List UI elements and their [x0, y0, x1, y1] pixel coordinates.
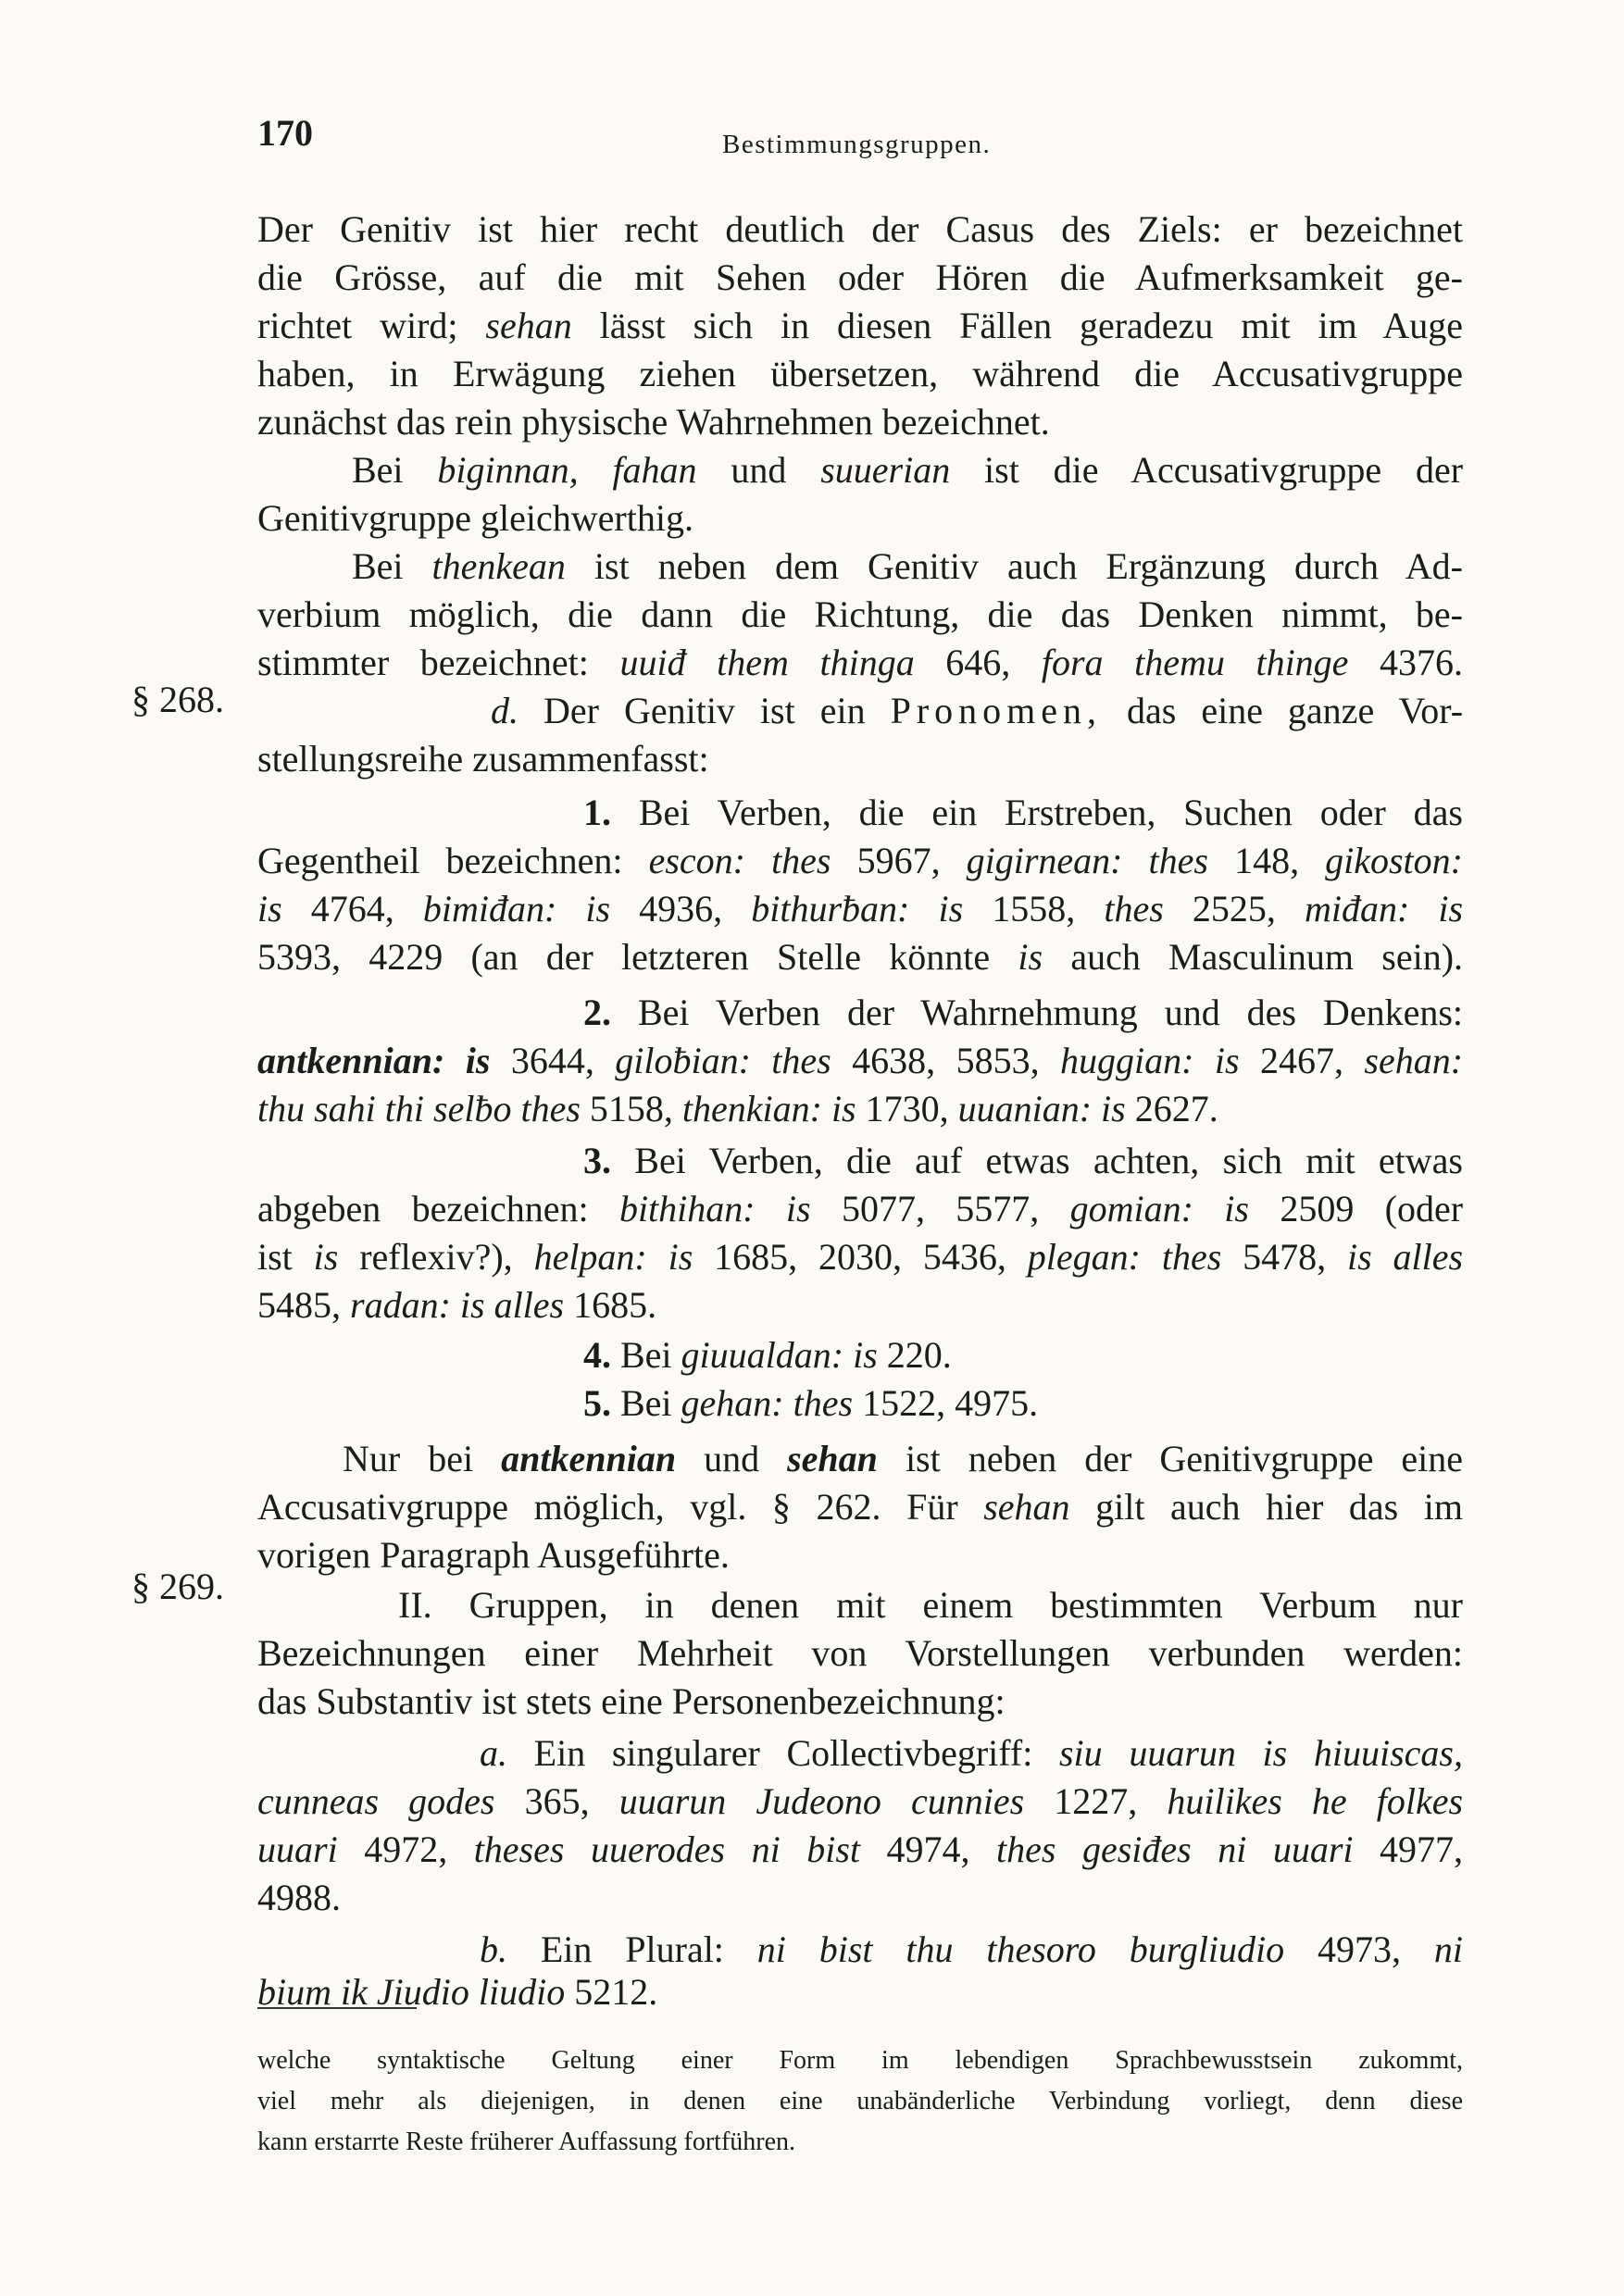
text-line: [257, 1483, 1463, 1531]
text-line: [352, 446, 1463, 494]
line-reference: 4974,: [886, 1828, 970, 1870]
example-phrase: antkennian: is: [257, 1040, 491, 1081]
text-line: [480, 1729, 1463, 1778]
text-line: [257, 302, 1463, 350]
text-line: Der Genitiv ist hier recht deutlich der Casus des Ziels: er bezeichnet: [257, 208, 1463, 250]
list-number: 2.: [583, 992, 611, 1033]
text-line: [583, 789, 1463, 837]
footnote-rule: [257, 2007, 417, 2009]
spaced-term: Pronomen,: [890, 690, 1103, 731]
text-line: [257, 837, 1463, 885]
text-line: [257, 1037, 1463, 1085]
list-number: 1.: [583, 792, 611, 833]
text-segment: Bei: [620, 1334, 672, 1376]
example-phrase: gomian: is: [1069, 1188, 1249, 1229]
example-phrase: radan: is alles: [350, 1284, 565, 1326]
text-line: [257, 1968, 1463, 2016]
line-reference: 1685.: [573, 1284, 657, 1326]
example-word: fahan: [612, 449, 697, 491]
text-line: [583, 1379, 1463, 1428]
example-phrase: cunneas godes: [257, 1780, 495, 1822]
text-line: [257, 1778, 1463, 1826]
line-reference: 148,: [1234, 840, 1300, 881]
line-reference: 1522, 4975.: [862, 1382, 1039, 1424]
text-line: [480, 1926, 1463, 1974]
text-line: haben, in Erwägung ziehen übersetzen, während die Accusativgruppe: [257, 353, 1463, 394]
text-line: [257, 1233, 1463, 1281]
footnote-line: kann erstarrte Reste früherer Auffassung fortführen.: [257, 2128, 796, 2156]
text-segment: und: [731, 449, 787, 491]
line-reference: 4972,: [364, 1828, 448, 1870]
text-segment: das eine ganze Vor-: [1127, 690, 1464, 731]
text-segment: Bei: [352, 449, 404, 491]
text-line: [257, 639, 1463, 687]
line-reference: 4936,: [639, 888, 723, 930]
line-reference: 1685, 2030, 5436,: [714, 1236, 1006, 1278]
example-phrase: plegan: thes: [1027, 1236, 1222, 1278]
line-reference: 4376.: [1380, 642, 1464, 683]
line-reference: 4764,: [310, 888, 394, 930]
text-segment: Bei Verben der Wahrnehmung und des Denkens:: [637, 992, 1464, 1033]
footnote-line: viel mehr als diejenigen, in denen eine unabänderliche Verbindung vorliegt, denn diese: [257, 2087, 1463, 2115]
example-phrase: bimiđan: is: [422, 888, 611, 930]
text-segment: gilt auch hier das im: [1095, 1486, 1464, 1528]
text-line: [257, 1281, 1463, 1329]
text-line: [583, 1137, 1463, 1185]
line-reference: 2467,: [1259, 1040, 1343, 1081]
text-segment: reflexiv?),: [359, 1236, 513, 1278]
list-number: 5.: [583, 1382, 611, 1424]
line-reference: 3644,: [510, 1040, 594, 1081]
section-number: § 268.: [131, 679, 224, 720]
example-phrase: gikoston:: [1325, 840, 1463, 881]
text-segment: Ein singularer Collectivbegriff:: [533, 1732, 1033, 1774]
text-segment: stimmter bezeichnet:: [257, 642, 589, 683]
example-phrase: ni: [1433, 1928, 1463, 1970]
example-phrase: uuanian: is: [957, 1088, 1126, 1129]
example-phrase: uuarun Judeono cunnies: [618, 1780, 1025, 1822]
list-number: 3.: [583, 1140, 611, 1181]
line-reference: 2509 (oder: [1280, 1188, 1464, 1229]
example-phrase: uuari: [257, 1828, 338, 1870]
example-phrase: is: [257, 888, 282, 930]
text-segment: ist neben der Genitivgruppe eine: [905, 1438, 1464, 1479]
example-phrase: uuiđ them thinga: [619, 642, 915, 683]
text-segment: Nur bei: [343, 1438, 474, 1479]
text-segment: abgeben bezeichnen:: [257, 1188, 589, 1229]
line-reference: 5212.: [574, 1971, 658, 2013]
text-segment: Bei: [620, 1382, 672, 1424]
text-line: [583, 1331, 1463, 1379]
example-word: sehan: [787, 1438, 878, 1479]
text-line: die Grösse, auf die mit Sehen oder Hören die Aufmerksamkeit ge-: [257, 256, 1463, 298]
example-phrase: gehan: thes: [681, 1382, 854, 1424]
example-phrase: ni bist thu thesoro burgliudio: [756, 1928, 1285, 1970]
line-reference: 5967,: [856, 840, 941, 881]
text-line: II. Gruppen, in denen mit einem bestimmten Verbum nur: [398, 1584, 1463, 1626]
text-segment: ist neben dem Genitiv auch Ergänzung durch Ad-: [593, 545, 1464, 587]
example-phrase: bithihan: is: [618, 1188, 811, 1229]
list-number: 4.: [583, 1334, 611, 1376]
text-line: das Substantiv ist stets eine Personenbezeichnung:: [257, 1680, 1006, 1722]
example-phrase: giloƀian: thes: [615, 1040, 831, 1081]
text-segment: ist die Accusativgruppe der: [984, 449, 1464, 491]
example-phrase: miđan: is: [1304, 888, 1464, 930]
footnote-line: welche syntaktische Geltung einer Form im lebendigen Sprachbewusstsein zukommt,: [257, 2046, 1463, 2075]
text-line: [257, 1185, 1463, 1233]
text-line: [583, 989, 1463, 1037]
example-word: suuerian: [820, 449, 951, 491]
example-phrase: thenkian: is: [681, 1088, 856, 1129]
example-phrase: theses uuerodes ni bist: [473, 1828, 861, 1870]
example-word: is: [1018, 936, 1043, 978]
text-segment: auch Masculinum sein).: [1070, 936, 1464, 978]
line-reference: 4977,: [1380, 1828, 1463, 1870]
text-line: [491, 687, 1463, 735]
text-segment: Der Genitiv ist ein: [543, 690, 866, 731]
example-word: thenkean: [431, 545, 566, 587]
example-phrase: fora themu thinge: [1041, 642, 1349, 683]
text-segment: Accusativgruppe möglich, vgl. § 262. Für: [257, 1486, 958, 1528]
example-phrase: thu sahi thi selƀo thes: [257, 1088, 581, 1129]
example-word: biginnan,: [437, 449, 579, 491]
text-segment: ist: [257, 1236, 293, 1278]
text-line: [257, 885, 1463, 933]
list-letter: b.: [480, 1928, 507, 1970]
list-letter: a.: [480, 1732, 507, 1774]
text-segment: lässt sich in diesen Fällen geradezu mit im Auge: [599, 305, 1464, 346]
line-reference: 365,: [524, 1780, 590, 1822]
line-reference: 5478,: [1243, 1236, 1327, 1278]
example-phrase: sehan:: [1364, 1040, 1464, 1081]
example-word: is: [313, 1236, 339, 1278]
example-word: sehan: [983, 1486, 1070, 1528]
line-reference: 5485,: [257, 1284, 341, 1326]
text-segment: Bei: [352, 545, 404, 587]
text-line: vorigen Paragraph Ausgeführte.: [257, 1534, 730, 1576]
text-segment: Bei Verben, die ein Erstreben, Suchen oder das: [638, 792, 1463, 833]
page-number: 170: [257, 112, 313, 154]
line-reference: 4973,: [1318, 1928, 1402, 1970]
line-reference: 646,: [945, 642, 1011, 683]
line-reference: 1558,: [992, 888, 1076, 930]
line-reference: 1730,: [865, 1088, 949, 1129]
text-line: [343, 1435, 1463, 1483]
text-segment: Ein Plural:: [540, 1928, 724, 1970]
line-reference: 2627.: [1134, 1088, 1218, 1129]
example-phrase: thes: [1104, 888, 1164, 930]
example-phrase: helpan: is: [533, 1236, 693, 1278]
text-line: stellungsreihe zusammenfasst:: [257, 738, 709, 780]
text-line: Genitivgruppe gleichwerthig.: [257, 497, 693, 539]
text-segment: Gegentheil bezeichnen:: [257, 840, 623, 881]
line-reference: 5158,: [589, 1088, 673, 1129]
example-phrase: bium ik Jiudio liudio: [257, 1971, 566, 2013]
text-line: verbium möglich, die dann die Richtung, die das Denken nimmt, be-: [257, 593, 1463, 635]
text-segment: und: [704, 1438, 760, 1479]
text-segment: Bei Verben, die auf etwas achten, sich mit etwas: [634, 1140, 1464, 1181]
line-reference: 4638, 5853,: [852, 1040, 1040, 1081]
text-line: [257, 1085, 1463, 1133]
example-phrase: escon: thes: [648, 840, 831, 881]
example-phrase: huilikes he folkes: [1167, 1780, 1464, 1822]
example-word: sehan: [485, 305, 572, 346]
running-title: Bestimmungsgruppen.: [722, 130, 992, 159]
example-word: antkennian: [501, 1438, 677, 1479]
list-letter: d.: [491, 690, 518, 731]
text-line: 4988.: [257, 1877, 341, 1918]
line-reference: 1227,: [1054, 1780, 1138, 1822]
example-phrase: is alles: [1347, 1236, 1464, 1278]
text-line: [257, 933, 1463, 981]
example-phrase: siu uuarun is hiuuiscas,: [1058, 1732, 1463, 1774]
example-phrase: gigirnean: thes: [966, 840, 1208, 881]
text-line: zunächst das rein physische Wahrnehmen bezeichnet.: [257, 401, 1050, 443]
text-segment: richtet wird;: [257, 305, 458, 346]
line-reference: 220.: [886, 1334, 952, 1376]
line-reference: 2525,: [1192, 888, 1276, 930]
example-phrase: thes gesiđes ni uuari: [996, 1828, 1354, 1870]
text-line: Bezeichnungen einer Mehrheit von Vorstellungen verbunden werden:: [257, 1632, 1463, 1674]
example-phrase: giuualdan: is: [681, 1334, 878, 1376]
example-phrase: huggian: is: [1060, 1040, 1240, 1081]
section-number: § 269.: [131, 1566, 224, 1607]
text-line: [352, 543, 1463, 591]
text-line: [257, 1826, 1463, 1874]
line-reference: 5077, 5577,: [841, 1188, 1040, 1229]
example-phrase: bithurƀan: is: [751, 888, 964, 930]
text-segment: 5393, 4229 (an der letzteren Stelle könnte: [257, 936, 991, 978]
